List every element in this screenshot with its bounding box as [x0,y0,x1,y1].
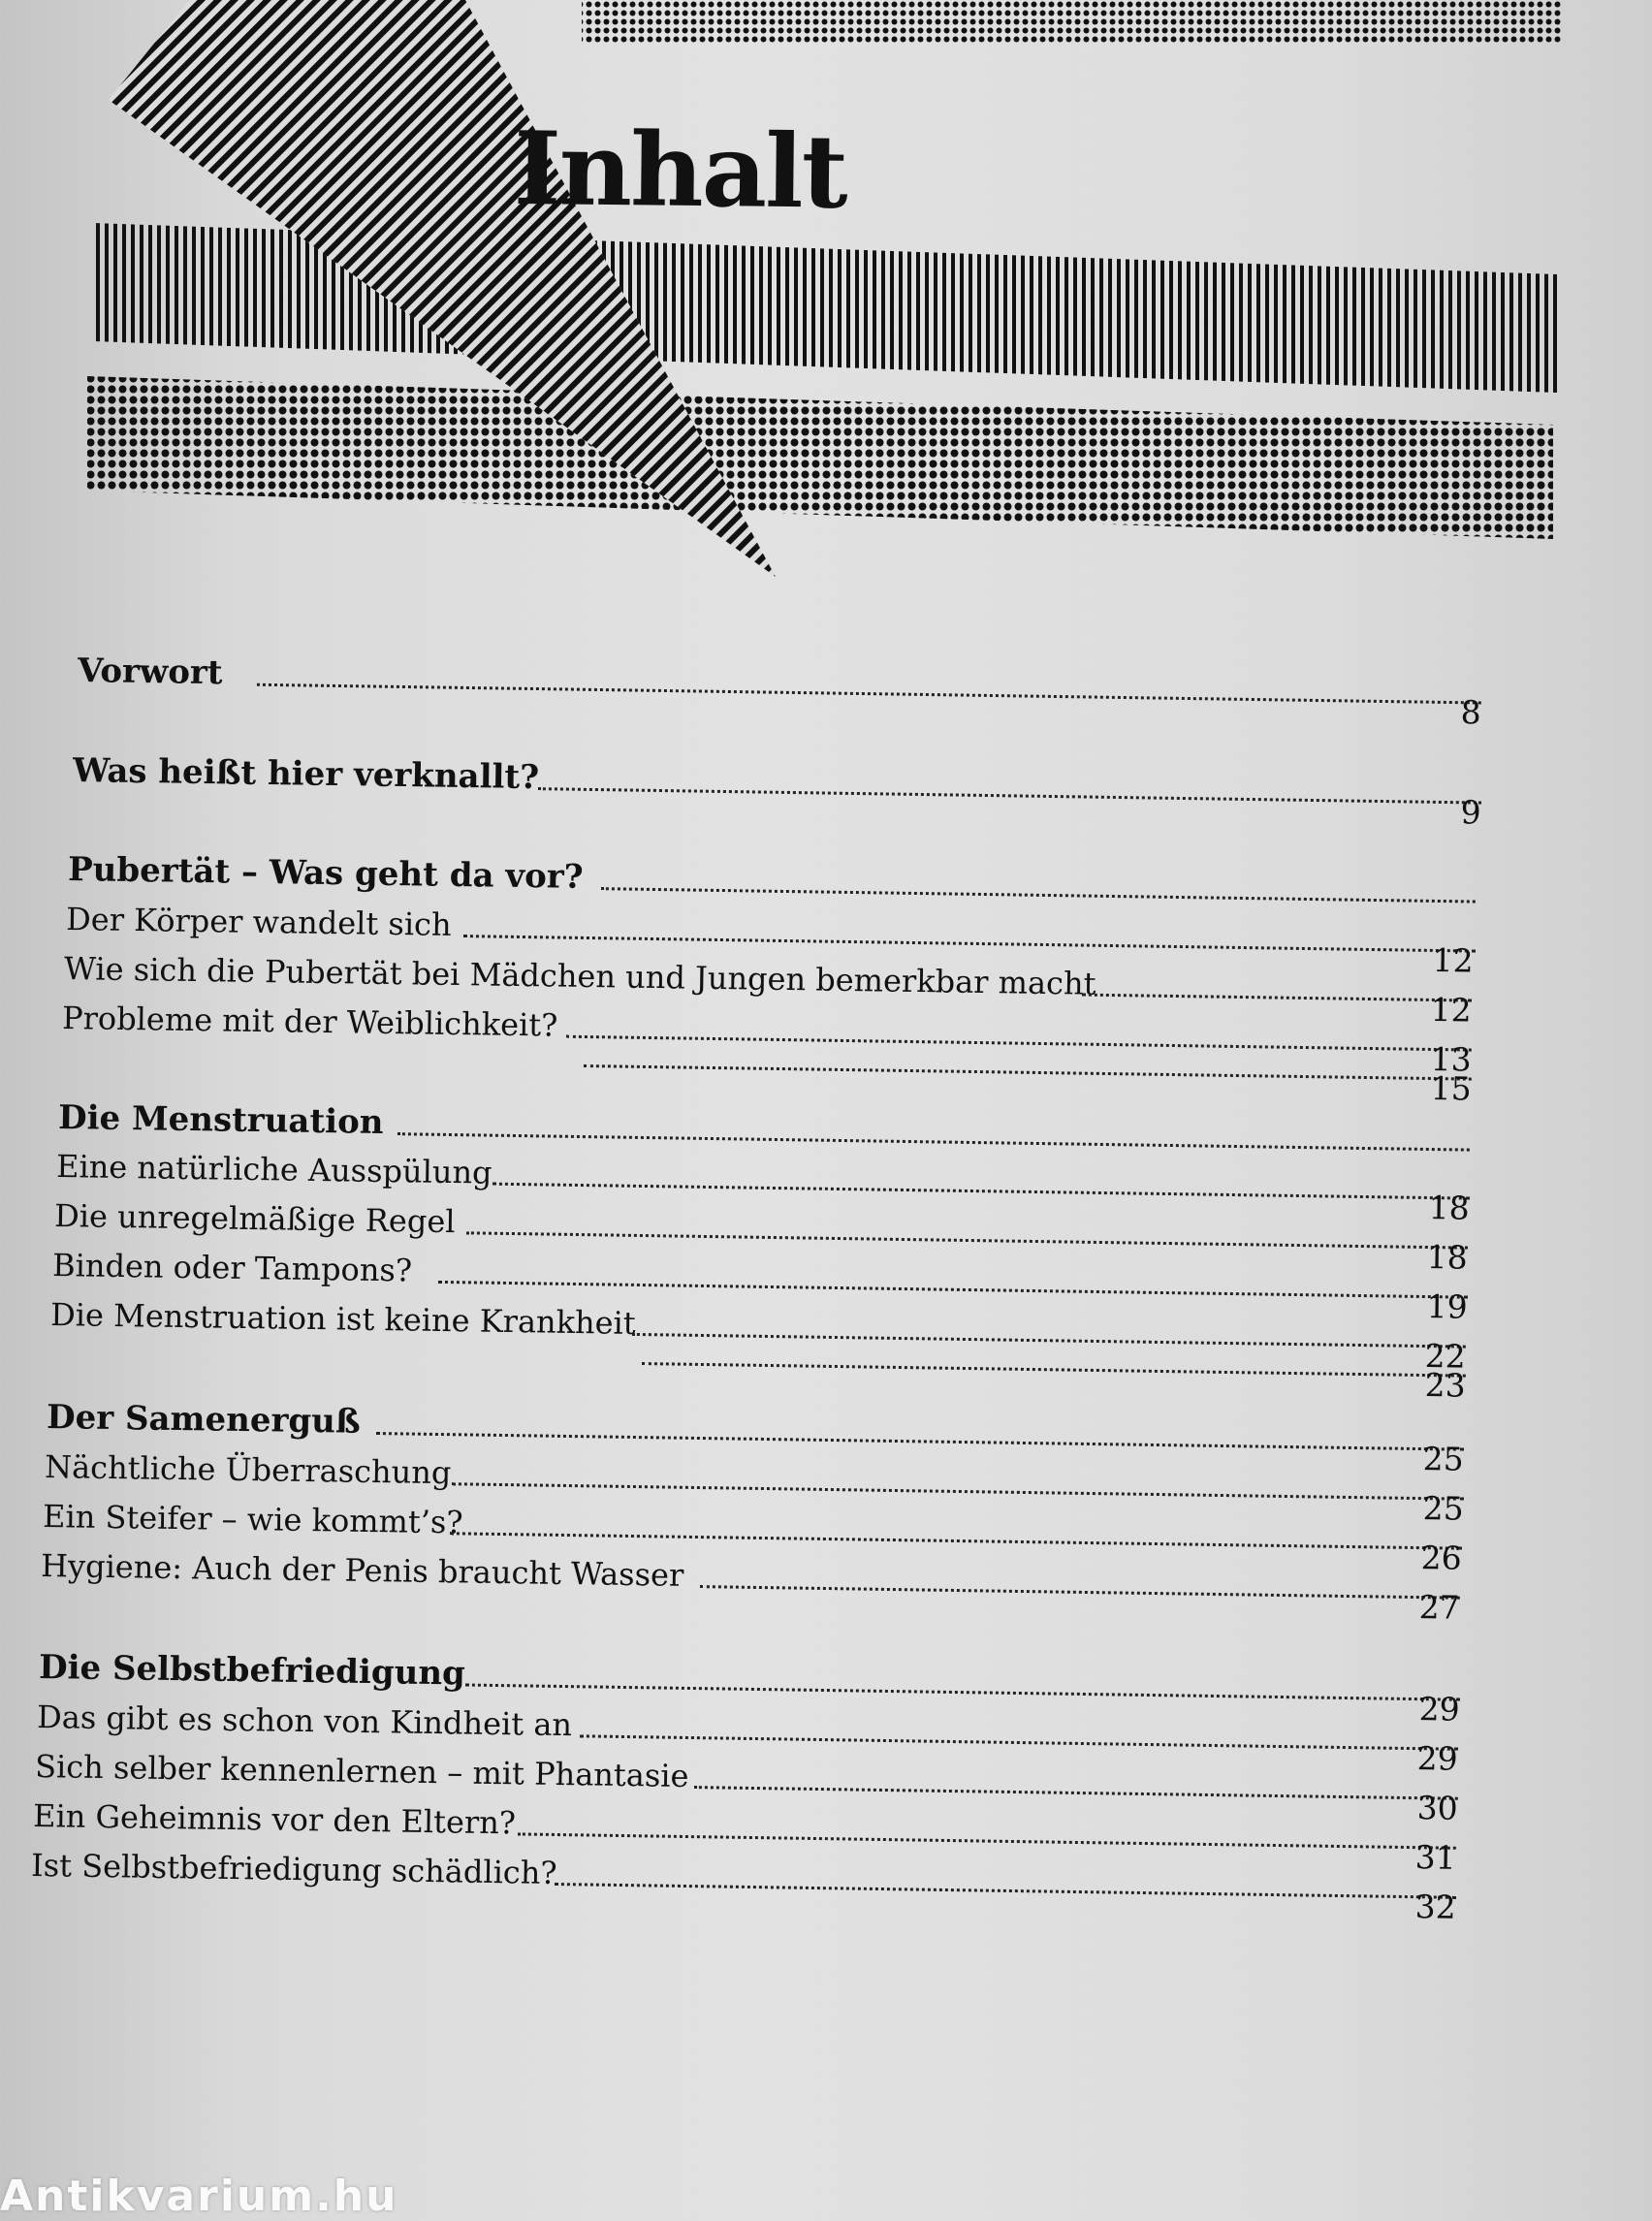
toc-page-number: 30 [1416,1789,1458,1827]
toc-dot-leader [257,683,1481,705]
toc-entry-label: Binden oder Tampons? [51,1247,413,1289]
toc-page-number: 25 [1422,1489,1464,1528]
toc-page-number: 31 [1414,1838,1456,1877]
toc-entry-label: Ist Selbstbefriedigung schädlich? [30,1847,557,1892]
toc-page-number [1396,891,1474,892]
toc-entry-label: Die unregelmäßige Regel [53,1197,456,1241]
toc-page-number: 23 [1424,1366,1466,1405]
toc-page-number: 26 [1420,1539,1462,1577]
toc-page-number: 12 [1430,990,1472,1030]
toc-dot-leader [700,1585,1460,1600]
toc-entry-label: Das gibt es schon von Kindheit an [36,1698,573,1744]
toc-dot-leader [518,1832,1456,1849]
toc-page-number: 25 [1422,1440,1464,1478]
toc-dot-leader [555,1883,1456,1899]
toc-entry-label: Ein Geheimnis vor den Eltern? [32,1797,517,1842]
toc-entry-label: Eine natürliche Ausspülung [55,1148,492,1191]
toc-dot-leader [538,787,1481,804]
toc-dot-leader [584,1064,1472,1081]
toc-page-number: 18 [1426,1238,1468,1277]
toc-page-number: 22 [1424,1337,1466,1376]
toc-entry-label: Vorwort [77,651,223,693]
toc-page-number: 15 [1430,1068,1472,1108]
toc-section-row [73,751,1560,832]
toc-dot-leader [601,887,1476,903]
toc-page-number: 8 [1460,693,1481,732]
toc-page-number: 19 [1426,1287,1468,1326]
toc-entry-label: Hygiene: Auch der Penis braucht Wasser [40,1547,684,1594]
toc-entry-label: Die Selbstbefriedigung [38,1648,466,1694]
toc-entry-label: Die Menstruation ist keine Krankheit [49,1296,636,1342]
toc-dot-leader [580,1734,1458,1750]
toc-page-number: 27 [1418,1588,1460,1627]
toc-entry-label: Der Samenerguß [46,1398,362,1442]
toc-entry-label: Pubertät – Was geht da vor? [67,850,584,897]
toc-dot-leader [438,1281,1468,1299]
watermark-text: Antikvarium.hu [0,2172,398,2221]
toc-entry-label: Nächtliche Überraschung [44,1448,452,1492]
toc-dot-leader [466,1231,1468,1249]
toc-dot-leader [450,1532,1462,1549]
toc-entry-label: Probleme mit der Weiblichkeit? [61,999,558,1044]
toc-section-row [78,651,1560,732]
toc-dot-leader [694,1786,1458,1800]
toc-dot-leader [452,1482,1464,1500]
toc-dot-leader [492,1183,1470,1200]
toc-page-number: 12 [1432,940,1474,980]
toc-dot-leader [463,935,1476,952]
toc-page-number [1392,1139,1470,1140]
toc-page-number: 9 [1460,793,1481,832]
toc-entry-label: Was heißt hier verknallt? [72,751,540,798]
toc-entry-label: Die Menstruation [57,1098,384,1142]
toc-dot-leader [465,1684,1460,1701]
toc-dot-leader [397,1132,1470,1151]
toc-entry-label: Wie sich die Pubertät bei Mädchen und Jungen bemerkbar macht [63,950,1096,1002]
toc-page-number: 13 [1430,1039,1472,1079]
toc-entry-label: Sich selber kennenlernen – mit Phantasie [34,1748,689,1795]
page-title: Inhalt [513,109,847,232]
toc-entry-label: Der Körper wandelt sich [65,901,452,943]
toc-page-number: 29 [1416,1739,1458,1778]
toc-entry-label: Ein Steifer – wie kommt’s? [42,1498,463,1541]
toc-page-number: 18 [1428,1189,1470,1227]
toc-page-number: 32 [1414,1888,1456,1926]
toc-page-number: 29 [1418,1690,1460,1729]
toc-dot-leader [642,1362,1466,1378]
toc-dot-leader [376,1432,1464,1451]
